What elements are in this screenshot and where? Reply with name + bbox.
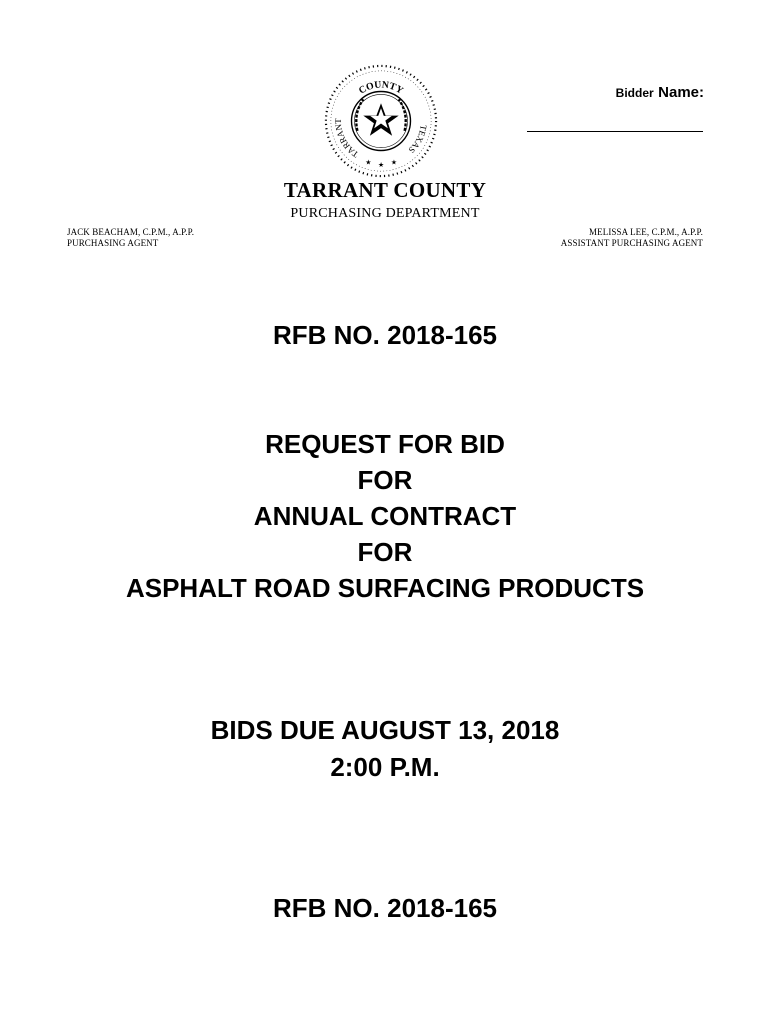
bid-title-block — [0, 426, 770, 606]
title-line: REQUEST FOR BID — [265, 429, 505, 459]
svg-text:★: ★ — [390, 158, 398, 167]
department-name: PURCHASING DEPARTMENT — [290, 206, 480, 221]
bid-due-time: 2:00 P.M. — [330, 752, 440, 782]
county-seal — [322, 62, 440, 180]
seal-right-text: TEXAS — [406, 124, 429, 156]
title-line: FOR — [357, 537, 413, 567]
seal-left-text: TARRANT — [333, 118, 361, 160]
county-name: TARRANT COUNTY — [283, 178, 487, 202]
purchasing-agent-block — [67, 227, 194, 249]
purchasing-agent-title: PURCHASING AGENT — [67, 238, 159, 248]
rfb-number-bottom: RFB NO. 2018-165 — [273, 893, 497, 923]
svg-text:★: ★ — [378, 161, 385, 170]
svg-text:★: ★ — [365, 158, 372, 167]
rfb-number-top: RFB NO. 2018-165 — [273, 320, 497, 350]
assistant-agent-block — [561, 227, 703, 249]
bidder-name-line[interactable] — [527, 131, 703, 132]
bidder-label-big: Name: — [658, 84, 704, 101]
bidder-label-small: Bidder — [615, 86, 654, 100]
seal-top-text: COUNTY — [356, 79, 406, 97]
bidder-name-label — [616, 84, 704, 102]
title-line: FOR — [357, 465, 413, 495]
assistant-agent-name: MELISSA LEE, C.P.M., A.P.P. — [589, 227, 703, 237]
assistant-agent-title: ASSISTANT PURCHASING AGENT — [560, 238, 703, 248]
title-line: ANNUAL CONTRACT — [253, 501, 517, 531]
bid-due-block — [0, 712, 770, 786]
bid-due-date: BIDS DUE AUGUST 13, 2018 — [210, 715, 560, 745]
title-line: ASPHALT ROAD SURFACING PRODUCTS — [125, 573, 645, 603]
purchasing-agent-name: JACK BEACHAM, C.P.M., A.P.P. — [67, 227, 195, 237]
